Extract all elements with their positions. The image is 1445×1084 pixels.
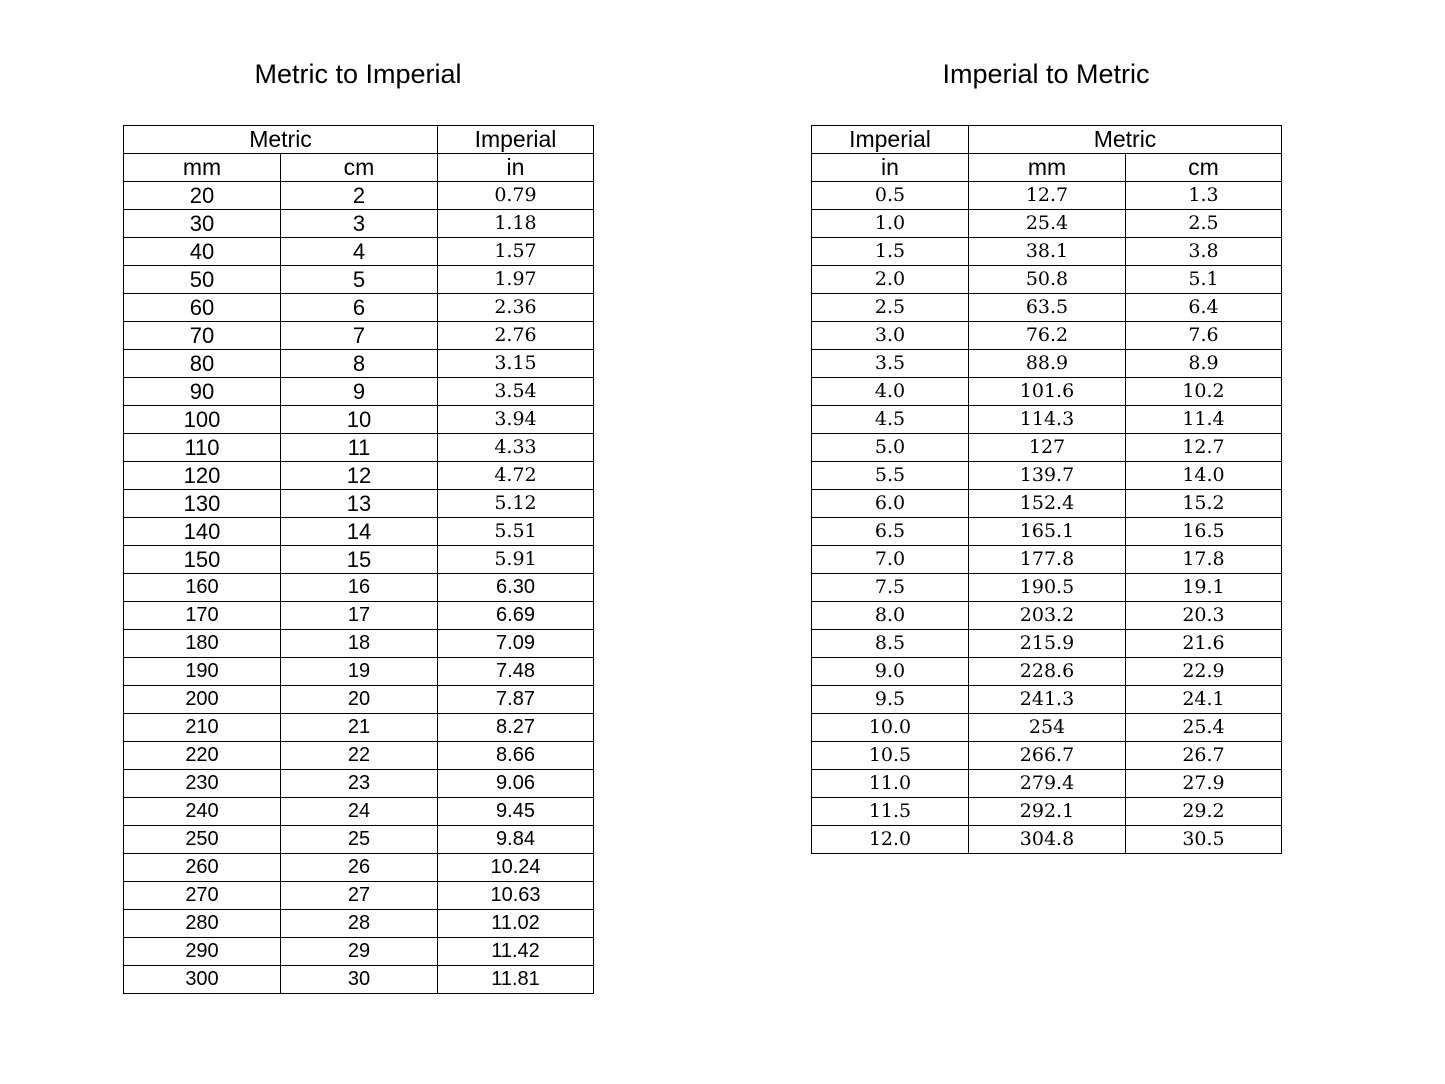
group-header-imperial: Imperial xyxy=(812,126,969,154)
table-cell-mm: 76.2 xyxy=(969,322,1126,350)
table-row xyxy=(124,938,594,966)
imperial-to-metric-table xyxy=(811,125,1282,854)
table-cell-cm: 9 xyxy=(281,378,438,406)
table-cell-mm: 114.3 xyxy=(969,406,1126,434)
table-row xyxy=(124,546,594,574)
table-cell-mm: 120 xyxy=(124,462,281,490)
unit-header-in: in xyxy=(438,154,594,182)
table-row xyxy=(812,742,1282,770)
table-cell-cm: 11.4 xyxy=(1126,406,1282,434)
table-cell-cm: 30 xyxy=(281,966,438,994)
table-cell-in: 2.5 xyxy=(812,294,969,322)
table-cell-mm: 150 xyxy=(124,546,281,574)
table-cell-mm: 240 xyxy=(124,798,281,826)
table-cell-cm: 20.3 xyxy=(1126,602,1282,630)
table-cell-mm: 40 xyxy=(124,238,281,266)
table-cell-in: 3.0 xyxy=(812,322,969,350)
table-cell-cm: 6 xyxy=(281,294,438,322)
unit-header-row xyxy=(812,154,1282,182)
table-cell-in: 1.97 xyxy=(438,266,594,294)
table-cell-cm: 26.7 xyxy=(1126,742,1282,770)
table-row xyxy=(124,686,594,714)
table-cell-mm: 304.8 xyxy=(969,826,1126,854)
table-cell-in: 5.51 xyxy=(438,518,594,546)
table-cell-mm: 180 xyxy=(124,630,281,658)
table-cell-cm: 2 xyxy=(281,182,438,210)
table-cell-cm: 8 xyxy=(281,350,438,378)
table-cell-cm: 10 xyxy=(281,406,438,434)
table-cell-mm: 280 xyxy=(124,910,281,938)
table-row xyxy=(124,238,594,266)
table-row xyxy=(812,322,1282,350)
table-cell-cm: 30.5 xyxy=(1126,826,1282,854)
table-cell-cm: 17.8 xyxy=(1126,546,1282,574)
table-cell-in: 6.5 xyxy=(812,518,969,546)
group-header-row xyxy=(812,126,1282,154)
table-cell-mm: 190 xyxy=(124,658,281,686)
table-cell-in: 7.48 xyxy=(438,658,594,686)
group-header-imperial: Imperial xyxy=(438,126,594,154)
unit-header-in: in xyxy=(812,154,969,182)
table-cell-in: 12.0 xyxy=(812,826,969,854)
table-cell-in: 11.42 xyxy=(438,938,594,966)
table-cell-in: 6.69 xyxy=(438,602,594,630)
table-row xyxy=(812,826,1282,854)
table-cell-mm: 38.1 xyxy=(969,238,1126,266)
table-row xyxy=(812,434,1282,462)
table-cell-mm: 100 xyxy=(124,406,281,434)
table-cell-mm: 50.8 xyxy=(969,266,1126,294)
table-cell-in: 3.54 xyxy=(438,378,594,406)
table-cell-cm: 7 xyxy=(281,322,438,350)
table-cell-mm: 80 xyxy=(124,350,281,378)
table-row xyxy=(812,182,1282,210)
table-cell-cm: 12.7 xyxy=(1126,434,1282,462)
table-row xyxy=(124,574,594,602)
table-cell-in: 7.0 xyxy=(812,546,969,574)
table-cell-cm: 16 xyxy=(281,574,438,602)
table-row xyxy=(124,770,594,798)
table-cell-in: 8.0 xyxy=(812,602,969,630)
table-cell-mm: 290 xyxy=(124,938,281,966)
table-cell-cm: 23 xyxy=(281,770,438,798)
table-row xyxy=(124,210,594,238)
table-cell-cm: 13 xyxy=(281,490,438,518)
table-row xyxy=(124,294,594,322)
table-cell-mm: 165.1 xyxy=(969,518,1126,546)
table-cell-in: 1.5 xyxy=(812,238,969,266)
table-cell-cm: 5 xyxy=(281,266,438,294)
table-cell-mm: 110 xyxy=(124,434,281,462)
table-cell-in: 5.91 xyxy=(438,546,594,574)
table-row xyxy=(124,490,594,518)
table-cell-mm: 70 xyxy=(124,322,281,350)
table-cell-cm: 26 xyxy=(281,854,438,882)
table-cell-cm: 14.0 xyxy=(1126,462,1282,490)
table-cell-mm: 140 xyxy=(124,518,281,546)
table-cell-in: 0.5 xyxy=(812,182,969,210)
table-cell-mm: 228.6 xyxy=(969,658,1126,686)
table-cell-mm: 50 xyxy=(124,266,281,294)
table-row xyxy=(812,210,1282,238)
table-row xyxy=(812,406,1282,434)
table-cell-cm: 3.8 xyxy=(1126,238,1282,266)
table-cell-in: 10.63 xyxy=(438,882,594,910)
table-row xyxy=(124,266,594,294)
table-row xyxy=(124,966,594,994)
table-cell-in: 6.0 xyxy=(812,490,969,518)
table-row xyxy=(124,434,594,462)
table-cell-in: 5.0 xyxy=(812,434,969,462)
unit-header-mm: mm xyxy=(969,154,1126,182)
table-cell-in: 4.5 xyxy=(812,406,969,434)
table-cell-in: 10.5 xyxy=(812,742,969,770)
table-row xyxy=(124,798,594,826)
table-row xyxy=(812,630,1282,658)
table-cell-in: 4.33 xyxy=(438,434,594,462)
table-cell-in: 1.18 xyxy=(438,210,594,238)
table-cell-cm: 19 xyxy=(281,658,438,686)
table-cell-cm: 10.2 xyxy=(1126,378,1282,406)
table-cell-mm: 127 xyxy=(969,434,1126,462)
table-cell-cm: 2.5 xyxy=(1126,210,1282,238)
table-cell-in: 8.66 xyxy=(438,742,594,770)
table-cell-cm: 29.2 xyxy=(1126,798,1282,826)
table-cell-in: 3.15 xyxy=(438,350,594,378)
table-cell-in: 3.5 xyxy=(812,350,969,378)
table-row xyxy=(812,574,1282,602)
table-cell-cm: 15 xyxy=(281,546,438,574)
table-cell-in: 5.5 xyxy=(812,462,969,490)
table-cell-cm: 3 xyxy=(281,210,438,238)
table-row xyxy=(124,742,594,770)
table-cell-cm: 5.1 xyxy=(1126,266,1282,294)
table-cell-cm: 24 xyxy=(281,798,438,826)
table-cell-mm: 30 xyxy=(124,210,281,238)
table-cell-in: 11.0 xyxy=(812,770,969,798)
table-row xyxy=(812,518,1282,546)
table-cell-mm: 88.9 xyxy=(969,350,1126,378)
table-cell-in: 4.0 xyxy=(812,378,969,406)
table-row xyxy=(812,602,1282,630)
table-cell-cm: 14 xyxy=(281,518,438,546)
table-cell-mm: 177.8 xyxy=(969,546,1126,574)
table-cell-cm: 4 xyxy=(281,238,438,266)
table-row xyxy=(124,462,594,490)
table-cell-mm: 63.5 xyxy=(969,294,1126,322)
table-cell-mm: 279.4 xyxy=(969,770,1126,798)
table-cell-cm: 8.9 xyxy=(1126,350,1282,378)
group-header-metric: Metric xyxy=(969,126,1282,154)
table-cell-cm: 1.3 xyxy=(1126,182,1282,210)
table-cell-mm: 270 xyxy=(124,882,281,910)
table-cell-in: 9.06 xyxy=(438,770,594,798)
table-cell-mm: 292.1 xyxy=(969,798,1126,826)
table-row xyxy=(124,322,594,350)
table-row xyxy=(812,658,1282,686)
table-cell-mm: 230 xyxy=(124,770,281,798)
table-cell-mm: 130 xyxy=(124,490,281,518)
table-cell-cm: 29 xyxy=(281,938,438,966)
table-cell-mm: 160 xyxy=(124,574,281,602)
table-cell-in: 10.24 xyxy=(438,854,594,882)
table-cell-mm: 60 xyxy=(124,294,281,322)
table-cell-mm: 210 xyxy=(124,714,281,742)
metric-to-imperial-title: Metric to Imperial xyxy=(254,59,462,89)
table-cell-mm: 170 xyxy=(124,602,281,630)
table-cell-mm: 254 xyxy=(969,714,1126,742)
table-cell-in: 7.09 xyxy=(438,630,594,658)
table-cell-cm: 12 xyxy=(281,462,438,490)
table-row xyxy=(124,658,594,686)
table-row xyxy=(812,266,1282,294)
unit-header-row xyxy=(124,154,594,182)
table-cell-mm: 250 xyxy=(124,826,281,854)
table-cell-cm: 25 xyxy=(281,826,438,854)
table-cell-cm: 27 xyxy=(281,882,438,910)
table-row xyxy=(124,630,594,658)
table-cell-cm: 22.9 xyxy=(1126,658,1282,686)
table-cell-mm: 220 xyxy=(124,742,281,770)
table-cell-mm: 200 xyxy=(124,686,281,714)
table-cell-in: 2.36 xyxy=(438,294,594,322)
metric-to-imperial-table xyxy=(123,125,594,994)
table-row xyxy=(812,294,1282,322)
table-cell-mm: 203.2 xyxy=(969,602,1126,630)
table-cell-in: 2.0 xyxy=(812,266,969,294)
table-row xyxy=(812,490,1282,518)
table-cell-in: 7.5 xyxy=(812,574,969,602)
table-row xyxy=(812,378,1282,406)
table-cell-cm: 7.6 xyxy=(1126,322,1282,350)
table-cell-cm: 6.4 xyxy=(1126,294,1282,322)
table-cell-cm: 20 xyxy=(281,686,438,714)
table-cell-in: 10.0 xyxy=(812,714,969,742)
table-cell-in: 0.79 xyxy=(438,182,594,210)
table-cell-cm: 16.5 xyxy=(1126,518,1282,546)
unit-header-cm: cm xyxy=(281,154,438,182)
table-cell-cm: 18 xyxy=(281,630,438,658)
table-cell-mm: 90 xyxy=(124,378,281,406)
table-cell-mm: 260 xyxy=(124,854,281,882)
table-cell-in: 7.87 xyxy=(438,686,594,714)
table-cell-in: 9.0 xyxy=(812,658,969,686)
table-cell-cm: 27.9 xyxy=(1126,770,1282,798)
table-cell-in: 5.12 xyxy=(438,490,594,518)
table-cell-cm: 21.6 xyxy=(1126,630,1282,658)
table-row xyxy=(124,182,594,210)
table-cell-in: 11.5 xyxy=(812,798,969,826)
unit-header-cm: cm xyxy=(1126,154,1282,182)
table-row xyxy=(812,546,1282,574)
table-cell-cm: 11 xyxy=(281,434,438,462)
table-cell-in: 11.02 xyxy=(438,910,594,938)
table-row xyxy=(812,770,1282,798)
table-row xyxy=(812,238,1282,266)
table-row xyxy=(124,882,594,910)
table-row xyxy=(124,826,594,854)
table-cell-in: 4.72 xyxy=(438,462,594,490)
table-cell-in: 8.27 xyxy=(438,714,594,742)
table-cell-cm: 19.1 xyxy=(1126,574,1282,602)
table-cell-mm: 215.9 xyxy=(969,630,1126,658)
table-row xyxy=(812,714,1282,742)
table-cell-cm: 21 xyxy=(281,714,438,742)
table-cell-in: 9.45 xyxy=(438,798,594,826)
imperial-to-metric-title: Imperial to Metric xyxy=(942,59,1150,89)
table-row xyxy=(812,350,1282,378)
unit-header-mm: mm xyxy=(124,154,281,182)
table-cell-cm: 24.1 xyxy=(1126,686,1282,714)
table-cell-cm: 17 xyxy=(281,602,438,630)
table-row xyxy=(812,462,1282,490)
table-cell-mm: 139.7 xyxy=(969,462,1126,490)
table-row xyxy=(124,518,594,546)
table-cell-in: 9.84 xyxy=(438,826,594,854)
table-cell-mm: 300 xyxy=(124,966,281,994)
table-cell-mm: 25.4 xyxy=(969,210,1126,238)
table-cell-mm: 190.5 xyxy=(969,574,1126,602)
table-cell-cm: 25.4 xyxy=(1126,714,1282,742)
table-cell-in: 3.94 xyxy=(438,406,594,434)
table-cell-mm: 20 xyxy=(124,182,281,210)
table-cell-mm: 241.3 xyxy=(969,686,1126,714)
table-cell-in: 1.0 xyxy=(812,210,969,238)
table-row xyxy=(812,686,1282,714)
group-header-row xyxy=(124,126,594,154)
table-cell-in: 1.57 xyxy=(438,238,594,266)
table-row xyxy=(124,378,594,406)
table-row xyxy=(124,854,594,882)
table-cell-in: 9.5 xyxy=(812,686,969,714)
table-row xyxy=(124,714,594,742)
table-row xyxy=(124,910,594,938)
table-row xyxy=(812,798,1282,826)
group-header-metric: Metric xyxy=(124,126,438,154)
table-cell-cm: 15.2 xyxy=(1126,490,1282,518)
table-cell-in: 11.81 xyxy=(438,966,594,994)
table-cell-in: 8.5 xyxy=(812,630,969,658)
table-row xyxy=(124,602,594,630)
table-cell-mm: 101.6 xyxy=(969,378,1126,406)
table-row xyxy=(124,350,594,378)
table-cell-mm: 266.7 xyxy=(969,742,1126,770)
table-cell-in: 2.76 xyxy=(438,322,594,350)
table-cell-mm: 152.4 xyxy=(969,490,1126,518)
table-cell-mm: 12.7 xyxy=(969,182,1126,210)
table-row xyxy=(124,406,594,434)
table-cell-cm: 28 xyxy=(281,910,438,938)
table-cell-cm: 22 xyxy=(281,742,438,770)
table-cell-in: 6.30 xyxy=(438,574,594,602)
